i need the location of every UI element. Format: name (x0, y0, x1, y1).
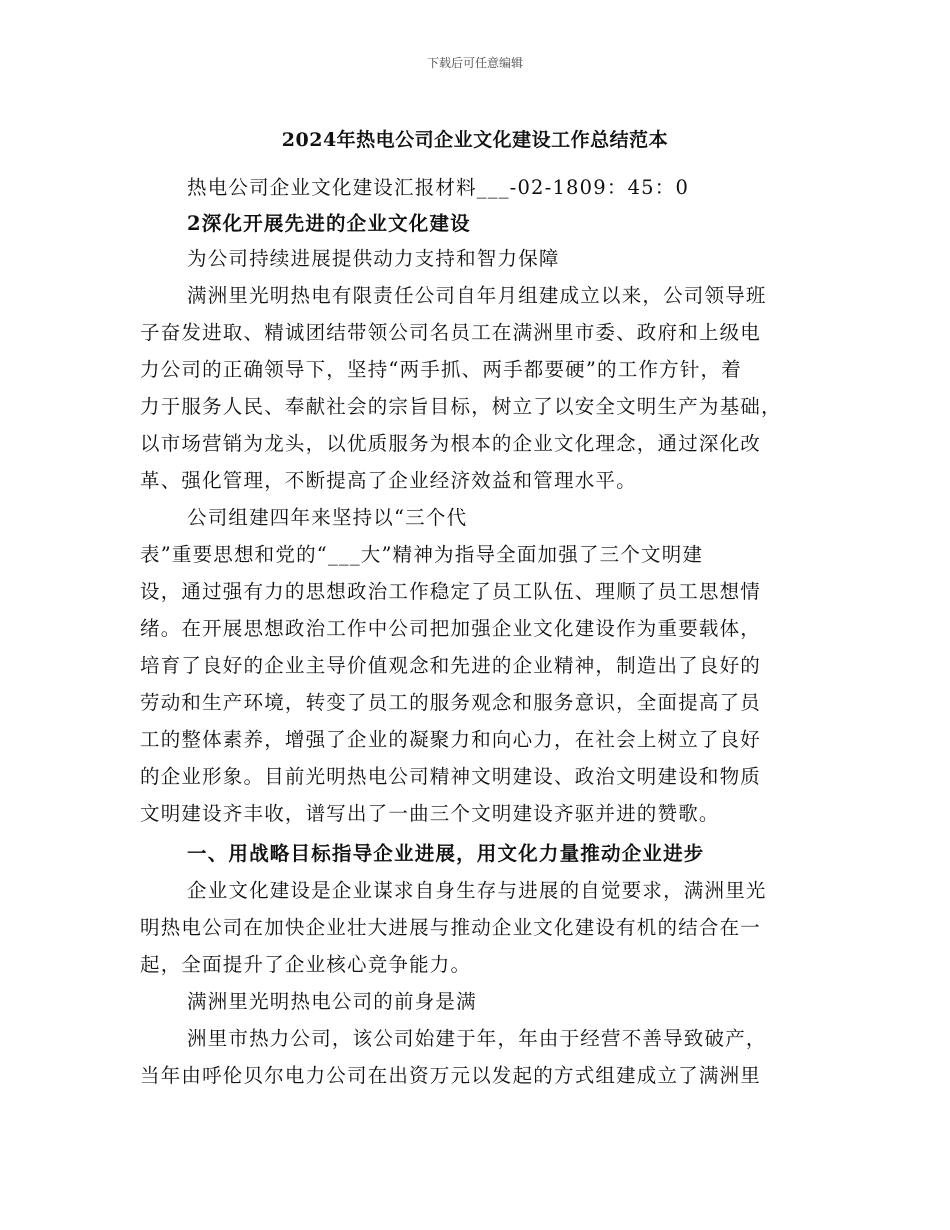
paragraph-line: 满洲里光明热电公司的前身是满 (187, 990, 477, 1013)
paragraph-line: 劳动和生产环境，转变了员工的服务观念和服务意识，全面提高了员 (140, 691, 762, 714)
page-header-note: 下载后可任意编辑 (426, 56, 523, 70)
paragraph-line: 的企业形象。目前光明热电公司精神文明建设、政治文明建设和物质 (140, 765, 762, 788)
paragraph-line: 子奋发进取、精诚团结带领公司名员工在满洲里市委、政府和上级电 (140, 321, 762, 344)
paragraph-line: 起，全面提升了企业核心竞争能力。 (140, 953, 472, 976)
section-heading: 一、用战略目标指导企业进展，用文化力量推动企业进步 (187, 842, 705, 865)
paragraph-line: 培育了良好的企业主导价值观念和先进的企业精神，制造出了良好的 (140, 654, 762, 677)
paragraph-line: 革、强化管理，不断提高了企业经济效益和管理水平。 (140, 469, 637, 492)
paragraph-line: 洲里市热力公司，该公司始建于年，年由于经营不善导致破产， (187, 1027, 767, 1050)
paragraph-line: 工的整体素养，增强了企业的凝聚力和向心力，在社会上树立了良好 (140, 728, 762, 751)
paragraph-line: 明热电公司在加快企业壮大进展与推动企业文化建设有机的结合在一 (140, 916, 762, 939)
paragraph-line: 文明建设齐丰收，谱写出了一曲三个文明建设齐驱并进的赞歌。 (140, 802, 720, 825)
paragraph-line: 力于服务人民、奉献社会的宗旨目标，树立了以安全文明生产为基础， (140, 395, 782, 418)
paragraph-line: 企业文化建设是企业谋求自身生存与进展的自觉要求，满洲里光 (187, 879, 767, 902)
paragraph-line: 公司组建四年来坚持以“三个代 (187, 506, 468, 529)
paragraph-line: 以市场营销为龙头，以优质服务为根本的企业文化理念，通过深化改 (140, 432, 762, 455)
paragraph-line: 表”重要思想和党的“___大”精神为指导全面加强了三个文明建 (140, 543, 704, 566)
paragraph-line: 满洲里光明热电有限责任公司自年月组建成立以来，公司领导班 (187, 284, 767, 307)
document-title: 2024年热电公司企业文化建设工作总结范本 (281, 129, 669, 151)
paragraph-line: 力公司的正确领导下，坚持“两手抓、两手都要硬”的工作方针，着 (140, 358, 742, 381)
paragraph-line: 当年由呼伦贝尔电力公司在出资万元以发起的方式组建成立了满洲里 (140, 1064, 762, 1087)
paragraph-line: 绪。在开展思想政治工作中公司把加强企业文化建设作为重要载体， (140, 617, 762, 640)
paragraph-line: 热电公司企业文化建设汇报材料___-02-1809：45：0 (187, 176, 690, 199)
section-heading: 2深化开展先进的企业文化建设 (187, 212, 471, 235)
paragraph-line: 为公司持续进展提供动力支持和智力保障 (187, 247, 560, 270)
paragraph-line: 设，通过强有力的思想政治工作稳定了员工队伍、理顺了员工思想情 (140, 580, 762, 603)
